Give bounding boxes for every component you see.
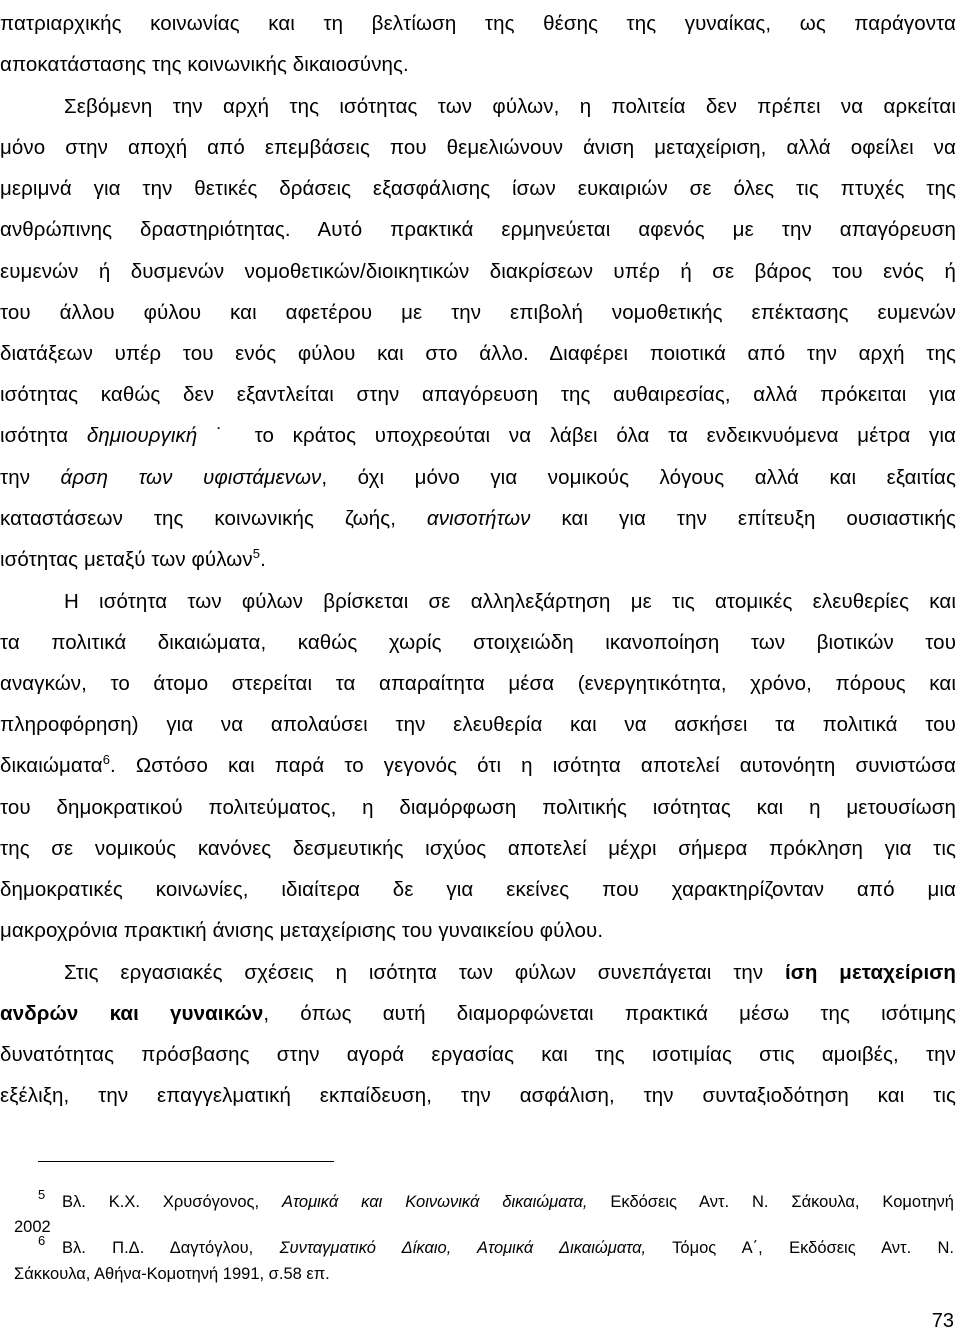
text-run: . Ωστόσο και παρά το γεγονός ότι η ισότητα αποτελεί αυτονόητη συνιστώσα [110,754,956,777]
text-run: μόνο στην αποχή από επεμβάσεις που θεμελιώνουν άνιση μεταχείριση, αλλά οφείλει να [0,136,956,159]
page-number: 73 [931,1310,954,1332]
text-run: αναγκών, το άτομο στερείται τα απαραίτητα μέσα (ενεργητικότητα, χρόνο, πόρους και [0,672,956,695]
footnote-ref: 6 [102,752,111,767]
text-line [0,796,956,820]
footnote-continuation: Σάκκουλα, Αθήνα-Κομοτηνή 1991, σ.58 επ. [14,1265,330,1283]
text-run: πληροφόρηση) για να απολαύσει την ελευθερία και να ασκήσει τα πολιτικά του [0,713,956,736]
text-run: Βλ. Π.Δ. Δαγτόγλου, [62,1239,280,1257]
footnote: $^6$ Βλ. Π.Δ. Δαγτόγλου, Συνταγματικό Δίκαιο, Ατομικά Δικαιώματα, Τόμος Α΄, Εκδόσεις Αντ. Ν. [38,1233,954,1257]
text-run: ˙ το κράτος υποχρεούται να λάβει όλα τα ενδεικνυόμενα μέτρα για [197,424,957,447]
text-line [0,1084,956,1108]
text-run: δυνατότητας πρόσβασης στην αγορά εργασίας και της ισοτιμίας στις αμοιβές, την [0,1043,956,1066]
text-line [0,301,956,325]
text-run: την [0,466,61,489]
text-run: Εκδόσεις Αντ. Ν. Σάκουλα, Κομοτηνή [587,1193,954,1211]
text-run: μεριμνά για την θετικές δράσεις εξασφάλισης ίσων ευκαιριών σε όλες τις πτυχές της [0,177,956,200]
text-run: ανδρών και γυναικών [0,1002,264,1025]
text-line [0,919,956,943]
text-run: ανθρώπινης δραστηριότητας. Αυτό πρακτικά ερμηνεύεται αφενός με την απαγόρευση [0,218,956,241]
text-run: του δημοκρατικού πολιτεύματος, η διαμόρφωση πολιτικής ισότητας και η μετουσίωση [0,796,956,819]
text-line [0,1002,956,1026]
text-run: μακροχρόνια πρακτική άνισης μεταχείρισης του γυναικείου φύλου. [0,919,604,942]
text-line [0,466,956,490]
text-run: ισότητα [0,424,87,447]
text-line [0,218,956,242]
text-line [0,548,956,572]
text-run: Συνταγματικό Δίκαιο, Ατομικά Δικαιώματα, [279,1239,647,1257]
footnote-text [62,1192,954,1212]
text-line [64,590,956,614]
text-run: ισότητας μεταξύ των φύλων [0,548,253,571]
text-line [0,53,956,77]
text-line [0,136,956,160]
footnote-separator [38,1161,334,1162]
text-run: , όχι μόνο για νομικούς λόγους αλλά και εξαιτίας [321,466,956,489]
text-line [0,672,956,696]
text-run: του άλλου φύλου και αφετέρου με την επιβολή νομοθετικής επέκτασης ευμενών [0,301,956,324]
text-line [0,177,956,201]
text-line [0,507,956,531]
text-run: , όπως αυτή διαμορφώνεται πρακτικά μέσω της ισότιμης [263,1002,956,1025]
footnote-continuation: 2002 [14,1218,51,1236]
text-line [0,837,956,861]
text-run: εξέλιξη, την επαγγελματική εκπαίδευση, την ασφάλιση, την συνταξιοδότηση και τις [0,1084,956,1107]
text-run: της σε νομικούς κανόνες δεσμευτικής ισχύος αποτελεί μέχρι σήμερα πρόκληση για τις [0,837,956,860]
text-run: πατριαρχικής κοινωνίας και τη βελτίωση της θέσης της γυναίκας, ως παράγοντα [0,12,956,35]
text-line [0,631,956,655]
text-run: δημιουργική [86,424,198,447]
text-run: δημοκρατικές κοινωνίες, ιδιαίτερα δε για εκείνες που χαρακτηρίζονταν από μια [0,878,956,901]
text-run: Τόμος Α΄, Εκδόσεις Αντ. Ν. [646,1239,954,1257]
text-line [0,754,956,778]
text-run: αποκατάστασης της κοινωνικής δικαιοσύνης. [0,53,409,76]
text-line [64,961,956,985]
text-run: ίση μεταχείριση [785,961,957,984]
text-line [0,383,956,407]
text-run: Στις εργασιακές σχέσεις η ισότητα των φύλων συνεπάγεται την [64,961,786,984]
text-line [0,713,956,737]
text-line [0,342,956,366]
text-run: ισότητας καθώς δεν εξαντλείται στην απαγόρευση της αυθαιρεσίας, αλλά πρόκειται για [0,383,956,406]
text-run: δικαιώματα [0,754,103,777]
text-run: και για την επίτευξη ουσιαστικής [530,507,956,530]
text-run: διατάξεων υπέρ του ενός φύλου και στο άλλο. Διαφέρει ποιοτικά από την αρχή της [0,342,956,365]
footnote-text [62,1238,954,1258]
text-run: ευμενών ή δυσμενών νομοθετικών/διοικητικών διακρίσεων υπέρ ή σε βάρος του ενός ή [0,260,956,283]
text-line [64,95,956,119]
text-line [0,878,956,902]
text-run: Ατομικά και Κοινωνικά δικαιώματα, [281,1193,588,1211]
text-line [0,260,956,284]
text-run: καταστάσεων της κοινωνικής ζωής, [0,507,427,530]
text-run: Βλ. Κ.Χ. Χρυσόγονος, [62,1193,282,1211]
text-run: Σεβόμενη την αρχή της ισότητας των φύλων, η πολιτεία δεν πρέπει να αρκείται [64,95,956,118]
text-run: ανισοτήτων [426,507,531,530]
text-line [0,12,956,36]
footnote-ref: 5 [252,546,261,561]
text-run: . [260,548,266,571]
text-run: Η ισότητα των φύλων βρίσκεται σε αλληλεξάρτηση με τις ατομικές ελευθερίες και [64,590,956,613]
footnote: $^5$ Βλ. Κ.Χ. Χρυσόγονος, Ατομικά και Κοινωνικά δικαιώματα, Εκδόσεις Αντ. Ν. Σάκουλα, Κομοτηνή [38,1187,954,1211]
text-line [0,424,956,448]
text-run: τα πολιτικά δικαιώματα, καθώς χωρίς στοιχειώδη ικανοποίηση των βιοτικών του [0,631,956,654]
text-line [0,1043,956,1067]
text-run: άρση των υφιστάμενων [60,466,322,489]
